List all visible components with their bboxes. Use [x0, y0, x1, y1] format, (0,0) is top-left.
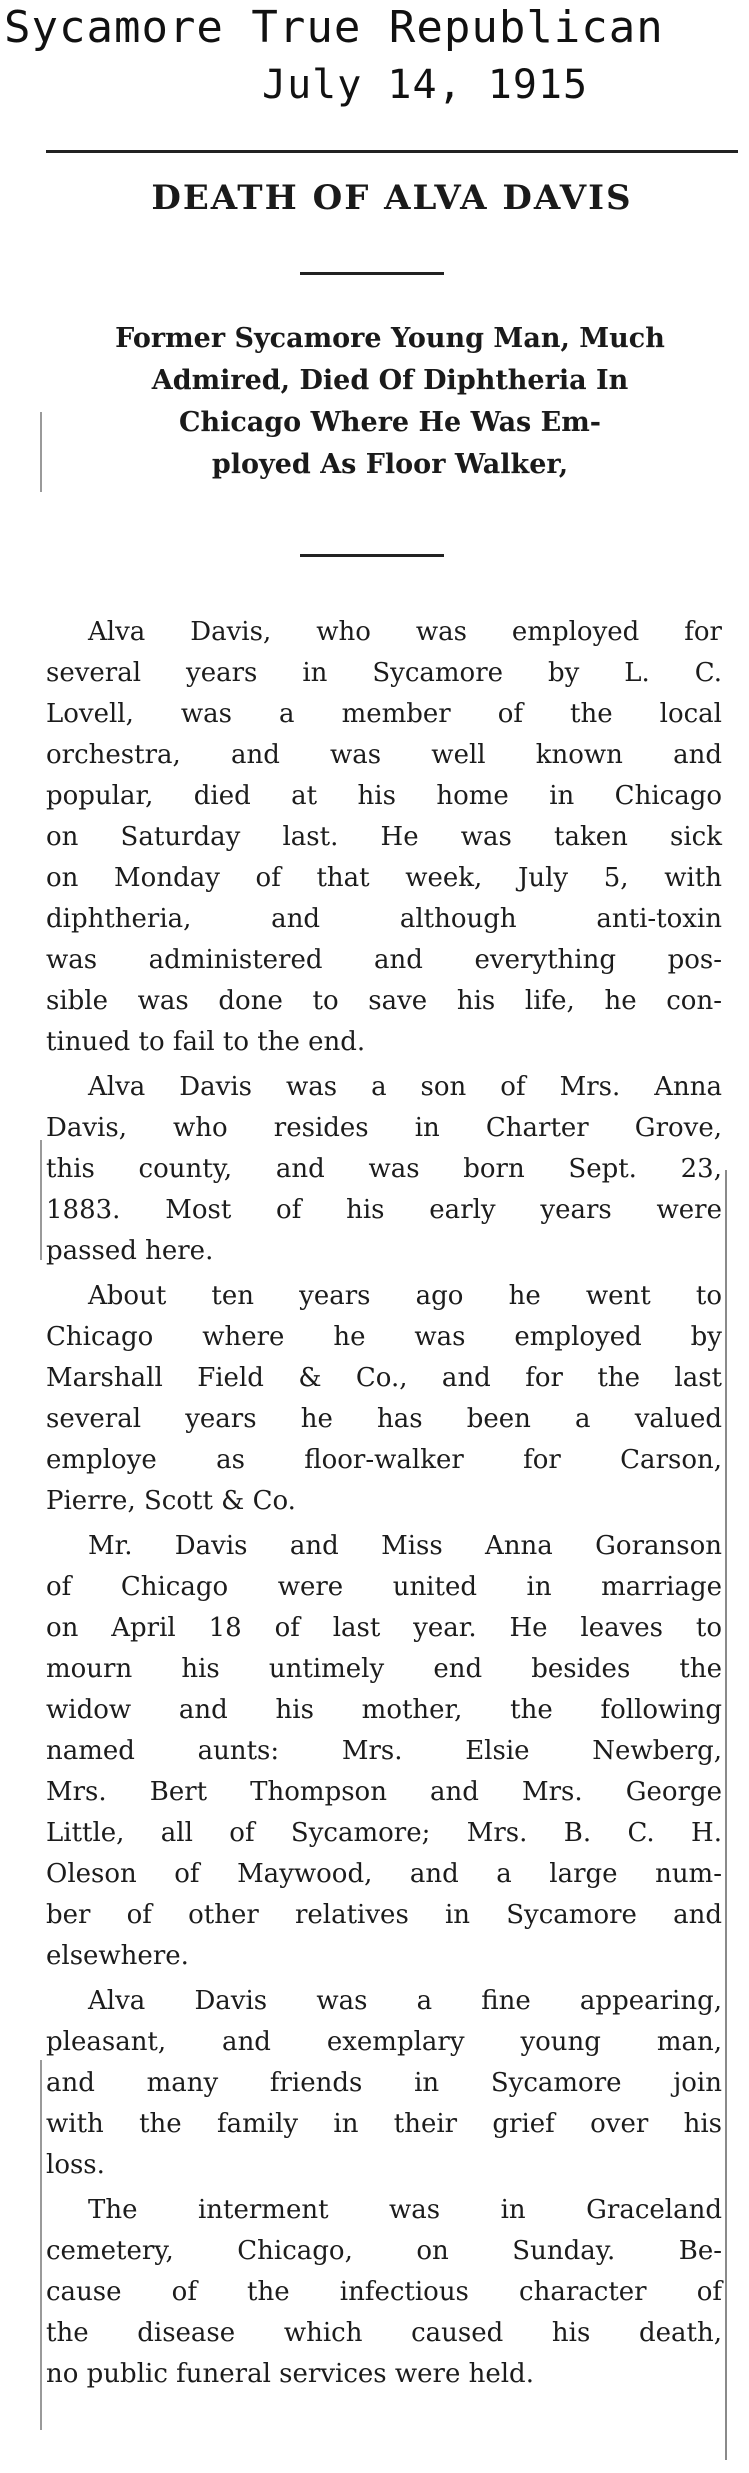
paragraph-line: passed here.: [46, 1236, 214, 1266]
paragraph-line: About ten years ago he went to: [88, 1281, 722, 1311]
margin-mark: [40, 412, 42, 492]
paragraph-line: loss.: [46, 2150, 105, 2180]
paragraph-line: on April 18 of last year. He leaves to: [46, 1613, 722, 1643]
article-paragraph: [46, 1981, 722, 2186]
paragraph-line: was administered and everything pos-: [46, 945, 722, 975]
paragraph-line: cemetery, Chicago, on Sunday. Be-: [46, 2236, 722, 2266]
paragraph-line: Little, all of Sycamore; Mrs. B. C. H.: [46, 1818, 722, 1848]
paragraph-line: employe as floor-walker for Carson,: [46, 1445, 722, 1475]
paragraph-line: diphtheria, and although anti-toxin: [46, 904, 722, 934]
article-body: [46, 612, 722, 2399]
paragraph-line: widow and his mother, the following: [46, 1695, 722, 1725]
paragraph-line: Lovell, was a member of the local: [46, 699, 722, 729]
margin-mark: [40, 1140, 42, 1260]
paragraph-line: Alva Davis was a son of Mrs. Anna: [88, 1072, 722, 1102]
paragraph-line: Marshall Field & Co., and for the last: [46, 1363, 722, 1393]
paragraph-line: and many friends in Sycamore join: [46, 2068, 722, 2098]
article-paragraph: [46, 612, 722, 1063]
paragraph-line: with the family in their grief over his: [46, 2109, 722, 2139]
masthead-divider: [46, 150, 738, 153]
paragraph-line: of Chicago were united in marriage: [46, 1572, 722, 1602]
paragraph-line: 1883. Most of his early years were: [46, 1195, 722, 1225]
article-subhead: [40, 318, 740, 486]
column-border: [725, 1170, 727, 2460]
headline-divider: [300, 272, 444, 275]
paragraph-line: several years he has been a valued: [46, 1404, 722, 1434]
article-paragraph: [46, 1067, 722, 1272]
subhead-line: Former Sycamore Young Man, Much: [115, 323, 665, 354]
paragraph-line: cause of the infectious character of: [46, 2277, 722, 2307]
paragraph-line: several years in Sycamore by L. C.: [46, 658, 722, 688]
paragraph-line: on Monday of that week, July 5, with: [46, 863, 722, 893]
paragraph-line: popular, died at his home in Chicago: [46, 781, 722, 811]
paragraph-line: Davis, who resides in Charter Grove,: [46, 1113, 722, 1143]
paragraph-line: sible was done to save his life, he con-: [46, 986, 722, 1016]
paragraph-line: The interment was in Graceland: [88, 2195, 722, 2225]
subhead-line: Chicago Where He Was Em-: [178, 407, 602, 438]
paragraph-line: orchestra, and was well known and: [46, 740, 722, 770]
publication-date: July 14, 1915: [262, 62, 589, 108]
paragraph-line: Chicago where he was employed by: [46, 1322, 722, 1352]
article-paragraph: [46, 1276, 722, 1522]
paragraph-line: ber of other relatives in Sycamore and: [46, 1900, 722, 1930]
paragraph-line: Pierre, Scott & Co.: [46, 1486, 296, 1516]
paragraph-line: mourn his untimely end besides the: [46, 1654, 722, 1684]
paragraph-line: tinued to fail to the end.: [46, 1027, 366, 1057]
article-headline: DEATH OF ALVA DAVIS: [151, 178, 633, 218]
article-paragraph: [46, 1526, 722, 1977]
paragraph-line: Oleson of Maywood, and a large num-: [46, 1859, 722, 1889]
margin-mark: [40, 2060, 42, 2430]
paragraph-line: Mrs. Bert Thompson and Mrs. George: [46, 1777, 722, 1807]
paragraph-line: pleasant, and exemplary young man,: [46, 2027, 722, 2057]
paragraph-line: no public funeral services were held.: [46, 2359, 534, 2389]
subhead-line: ployed As Floor Walker,: [211, 449, 569, 480]
newspaper-name: Sycamore True Republican: [4, 2, 664, 53]
paragraph-line: Mr. Davis and Miss Anna Goranson: [88, 1531, 722, 1561]
paragraph-line: Alva Davis, who was employed for: [88, 617, 722, 647]
subhead-line: Admired, Died Of Diphtheria In: [151, 365, 629, 396]
article-paragraph: [46, 2190, 722, 2395]
paragraph-line: on Saturday last. He was taken sick: [46, 822, 722, 852]
paragraph-line: this county, and was born Sept. 23,: [46, 1154, 722, 1184]
paragraph-line: the disease which caused his death,: [46, 2318, 722, 2348]
paragraph-line: elsewhere.: [46, 1941, 189, 1971]
paragraph-line: Alva Davis was a fine appearing,: [88, 1986, 722, 2016]
paragraph-line: named aunts: Mrs. Elsie Newberg,: [46, 1736, 722, 1766]
subhead-divider: [300, 554, 444, 557]
